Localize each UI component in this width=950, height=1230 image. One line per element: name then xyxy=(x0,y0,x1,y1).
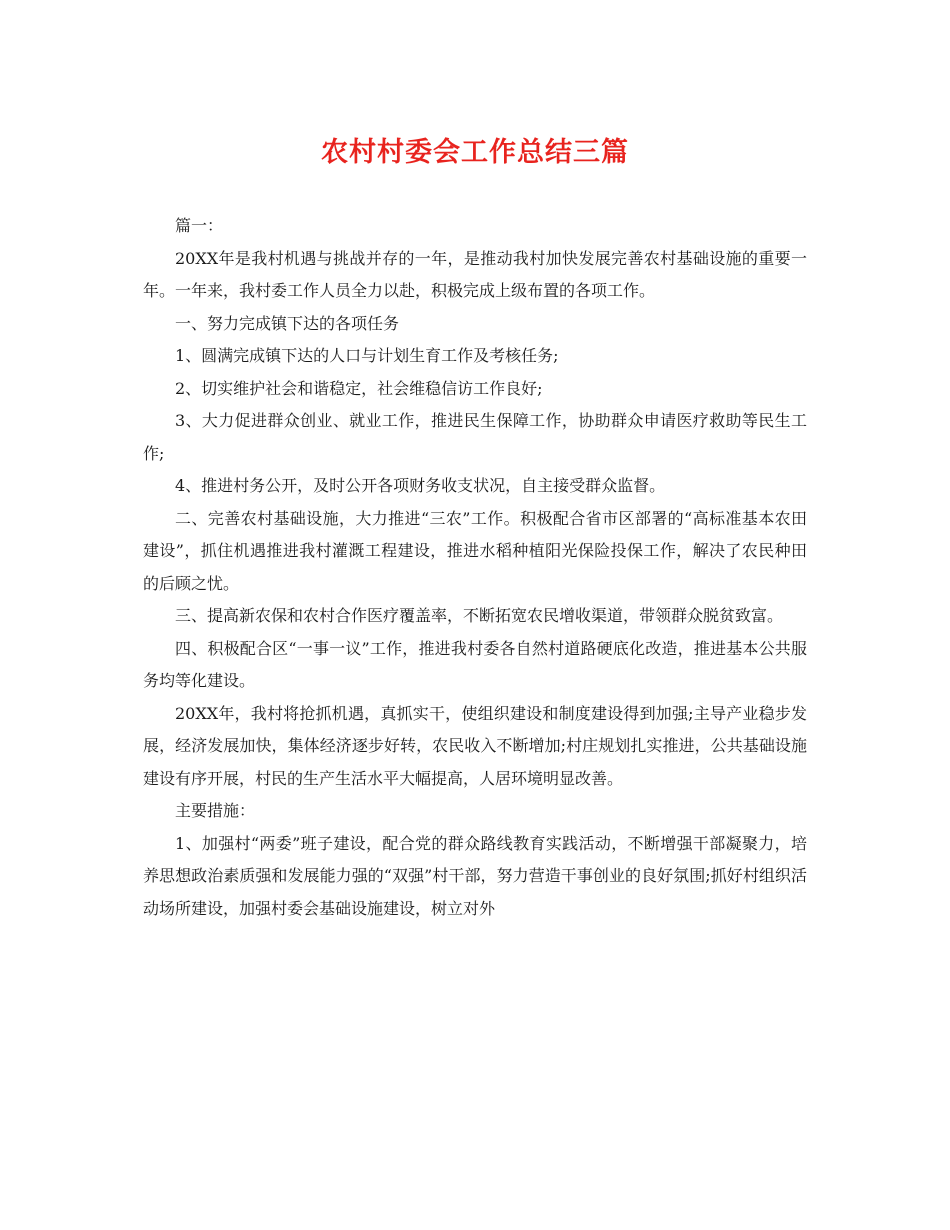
document-title: 农村村委会工作总结三篇 xyxy=(321,137,629,168)
paragraph: 四、积极配合区“一事一议”工作，推进我村委各自然村道路硬底化改造，推进基本公共服务均等化建设。 xyxy=(143,638,807,690)
paragraph: 20XX年是我村机遇与挑战并存的一年，是推动我村加快发展完善农村基础设施的重要一年。一年来，我村委工作人员全力以赴，积极完成上级布置的各项工作。 xyxy=(143,248,807,300)
paragraph: 1、圆满完成镇下达的人口与计划生育工作及考核任务; xyxy=(175,346,559,365)
paragraph: 2、切实维护社会和谐稳定，社会维稳信访工作良好; xyxy=(175,378,543,398)
paragraph: 二、完善农村基础设施，大力推进“三农”工作。积极配合省市区部署的“高标准基本农田建设”，抓住机遇推进我村灌溉工程建设，推进水稻种植阳光保险投保工作，解决了农民种田的后顾之忧。 xyxy=(143,508,807,593)
paragraph: 一、努力完成镇下达的各项任务 xyxy=(175,313,400,333)
paragraph: 1、加强村“两委”班子建设，配合党的群众路线教育实践活动，不断增强干部凝聚力，培养思想政治素质强和发展能力强的“双强”村干部，努力营造干事创业的良好氛围;抓好村组织活动场所建设，加强村委会基础设施建设，树立对外 xyxy=(143,833,807,918)
document-body xyxy=(143,210,807,925)
paragraph: 三、提高新农保和农村合作医疗覆盖率，不断拓宽农民增收渠道，带领群众脱贫致富。 xyxy=(175,606,784,625)
paragraph: 20XX年，我村将抢抓机遇，真抓实干，使组织建设和制度建设得到加强;主导产业稳步发展，经济发展加快，集体经济逐步好转，农民收入不断增加;村庄规划扎实推进，公共基础设施建设有序开展，村民的生产生活水平大幅提高，人居环境明显改善。 xyxy=(143,703,807,788)
paragraph: 4、推进村务公开，及时公开各项财务收支状况，自主接受群众监督。 xyxy=(175,476,666,495)
paragraph: 主要措施： xyxy=(175,801,256,820)
paragraph: 篇一： xyxy=(175,216,224,235)
paragraph: 3、大力促进群众创业、就业工作，推进民生保障工作，协助群众申请医疗救助等民生工作; xyxy=(143,411,807,463)
